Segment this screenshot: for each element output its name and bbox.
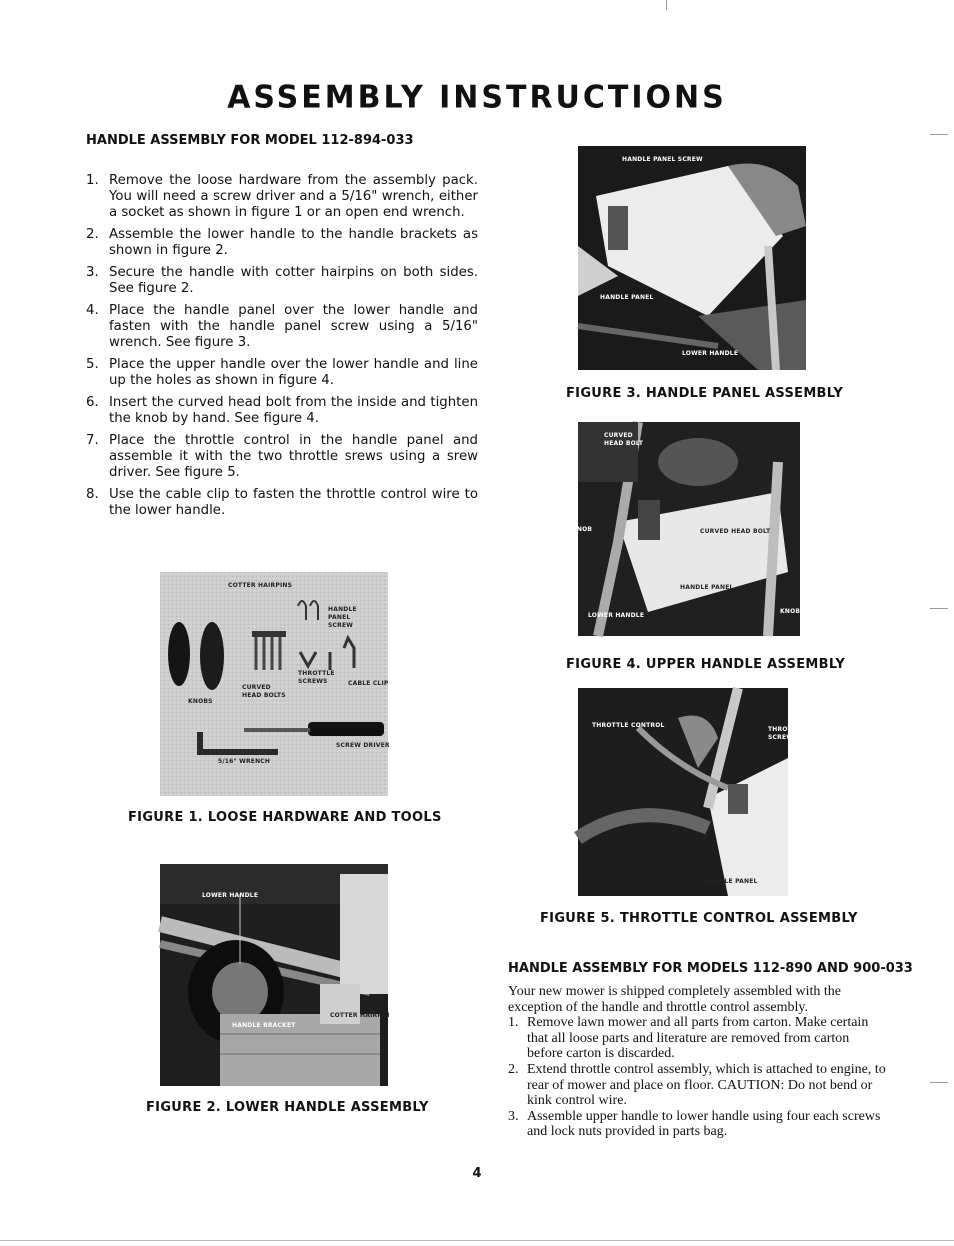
list-item bbox=[86, 487, 478, 519]
step-number: 2. bbox=[86, 227, 99, 242]
list-item bbox=[86, 303, 478, 351]
fig1-label-wrench: 5/16" WRENCH bbox=[218, 758, 271, 765]
fig1-label-panel-screw: HANDLE PANEL SCREW bbox=[328, 606, 357, 629]
step-number: 8. bbox=[86, 487, 99, 502]
step-number: 3. bbox=[86, 265, 99, 280]
fig4-label-lower: LOWER HANDLE bbox=[588, 612, 645, 619]
list-item bbox=[86, 357, 478, 389]
fig2-label-cotter: COTTER HAIRPIN bbox=[330, 1012, 390, 1019]
figure3-photo bbox=[578, 146, 806, 370]
figure5-caption: FIGURE 5. THROTTLE CONTROL ASSEMBLY bbox=[540, 911, 858, 926]
step-number: 2. bbox=[508, 1061, 519, 1077]
step-number: 1. bbox=[508, 1015, 519, 1031]
figure5-photo bbox=[578, 688, 805, 896]
figure4-caption: FIGURE 4. UPPER HANDLE ASSEMBLY bbox=[566, 657, 846, 672]
step-text: Use the cable clip to fasten the throttle control wire to the lower handle. bbox=[109, 487, 478, 518]
fig4-label-panel: HANDLE PANEL bbox=[680, 584, 734, 591]
step-number: 1. bbox=[86, 173, 99, 188]
step-text: Place the throttle control in the handle panel and assemble it with the two throttle srews using a srew driver. See figure 5. bbox=[109, 433, 478, 480]
figure2-photo bbox=[160, 864, 388, 1086]
section2-heading: HANDLE ASSEMBLY FOR MODELS 112-890 AND 900-033 bbox=[508, 961, 913, 976]
fig4-label-knob-right: KNOB bbox=[780, 608, 801, 615]
fig5-label-control: THROTTLE CONTROL bbox=[592, 722, 665, 729]
fig5-label-panel: HANDLE PANEL bbox=[704, 878, 758, 885]
section1-heading: HANDLE ASSEMBLY FOR MODEL 112-894-033 bbox=[86, 133, 414, 148]
list-item bbox=[86, 395, 478, 427]
fig1-label-cotter: COTTER HAIRPINS bbox=[228, 582, 293, 589]
fig1-label-cable: CABLE CLIP bbox=[348, 680, 389, 687]
figure2-caption: FIGURE 2. LOWER HANDLE ASSEMBLY bbox=[146, 1100, 429, 1115]
list-item bbox=[86, 227, 478, 259]
step-number: 3. bbox=[508, 1108, 519, 1124]
section2-intro: Your new mower is shipped completely assembled with the exception of the handle and throttle control assembly. bbox=[508, 984, 841, 1015]
step-text: Extend throttle control assembly, which is attached to engine, to rear of mower and place on floor. CAUTION: Do not bend or kink control wire. bbox=[527, 1061, 886, 1109]
list-item bbox=[86, 265, 478, 297]
fig4-label-knob-left: KNOB bbox=[572, 526, 593, 533]
step-text: Place the handle panel over the lower handle and fasten with the handle panel screw using a 5/16" wrench. See figure 3. bbox=[109, 303, 478, 350]
page-number: 4 bbox=[472, 1166, 482, 1181]
fig3-label-panel: HANDLE PANEL bbox=[600, 294, 654, 301]
figure3-illustration bbox=[578, 146, 806, 370]
step-text: Assemble upper handle to lower handle using four each screws and lock nuts provided in parts bag. bbox=[527, 1108, 881, 1140]
fig1-label-driver: SCREW DRIVER bbox=[336, 742, 390, 749]
fig1-label-curved: CURVED HEAD BOLTS bbox=[242, 684, 286, 699]
fig2-label-lower: LOWER HANDLE bbox=[202, 892, 259, 899]
fig3-label-lower: LOWER HANDLE bbox=[682, 350, 739, 357]
page-title: ASSEMBLY INSTRUCTIONS bbox=[227, 79, 727, 116]
step-number: 4. bbox=[86, 303, 99, 318]
fig3-label-screw: HANDLE PANEL SCREW bbox=[622, 156, 703, 163]
step-text: Place the upper handle over the lower handle and line up the holes as shown in figure 4. bbox=[109, 357, 478, 388]
scan-mark bbox=[930, 134, 948, 135]
fig4-label-upper: UPPER HANDLE bbox=[654, 488, 709, 495]
step-number: 6. bbox=[86, 395, 99, 410]
figure4-photo bbox=[572, 422, 801, 636]
scan-mark bbox=[930, 608, 948, 609]
section2-steps bbox=[508, 1015, 888, 1140]
scan-mark bbox=[666, 0, 667, 10]
figure1-caption: FIGURE 1. LOOSE HARDWARE AND TOOLS bbox=[128, 810, 442, 825]
list-item bbox=[86, 173, 478, 221]
scan-mark bbox=[930, 1082, 948, 1083]
fig1-label-throttle: THROTTLE SCREWS bbox=[298, 670, 335, 685]
figure5-illustration bbox=[578, 688, 788, 896]
list-item bbox=[86, 433, 478, 481]
scan-edge bbox=[0, 1240, 954, 1241]
step-text: Insert the curved head bolt from the inside and tighten the knob by hand. See figure 4. bbox=[109, 395, 478, 426]
step-text: Remove lawn mower and all parts from carton. Make certain that all loose parts and literature are removed from carton before carton is discarded. bbox=[527, 1015, 869, 1062]
fig4-label-curved2: CURVED HEAD BOLT bbox=[700, 528, 771, 535]
list-item bbox=[508, 1015, 888, 1062]
list-item bbox=[508, 1062, 888, 1109]
step-number: 5. bbox=[86, 357, 99, 372]
step-number: 7. bbox=[86, 433, 99, 448]
figure3-caption: FIGURE 3. HANDLE PANEL ASSEMBLY bbox=[566, 386, 844, 401]
fig4-label-curved: CURVED HEAD BOLT bbox=[604, 432, 644, 447]
step-text: Secure the handle with cotter hairpins on both sides. See figure 2. bbox=[109, 265, 478, 296]
section1-steps bbox=[86, 173, 478, 525]
figure2-illustration bbox=[160, 864, 388, 1086]
step-text: Remove the loose hardware from the assembly pack. You will need a screw driver and a 5/16" wrench, either a socket as shown in figure 1 or an open end wrench. bbox=[109, 173, 478, 220]
list-item bbox=[508, 1109, 888, 1140]
fig1-label-knobs: KNOBS bbox=[188, 698, 213, 705]
fig5-label-screw: THROTTLE SCREW bbox=[768, 726, 805, 741]
fig2-label-bracket: HANDLE BRACKET bbox=[232, 1022, 296, 1029]
step-text: Assemble the lower handle to the handle brackets as shown in figure 2. bbox=[109, 227, 478, 258]
section2-body bbox=[508, 984, 888, 1140]
figure1-photo bbox=[160, 572, 388, 796]
